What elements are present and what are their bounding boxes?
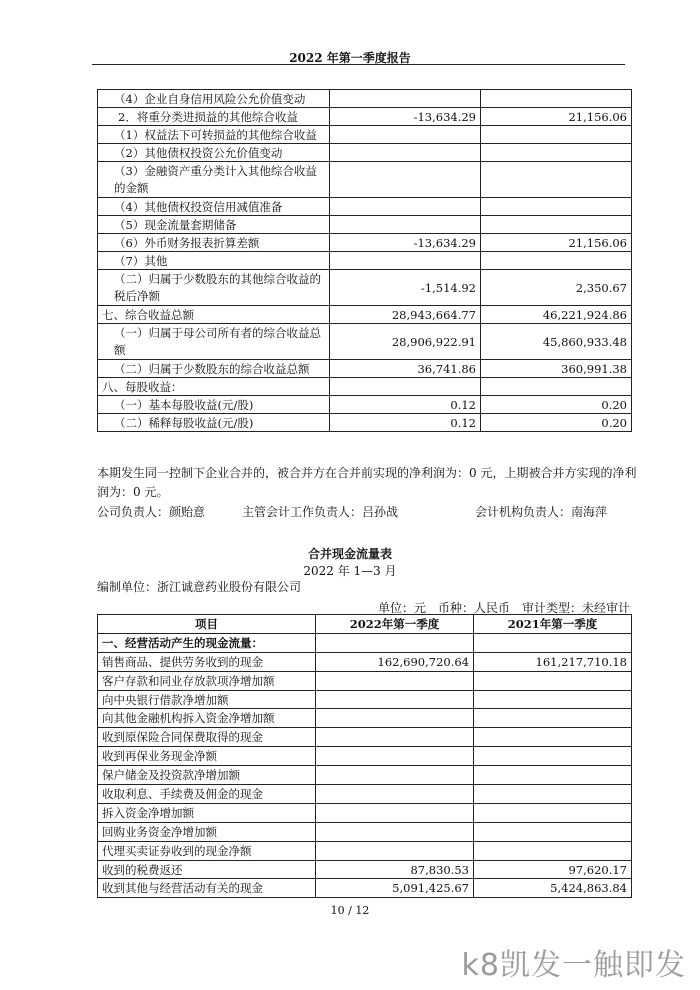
current-period-value: 28,906,922.91 xyxy=(330,324,481,360)
table-row xyxy=(98,162,632,198)
table-row xyxy=(98,728,632,747)
prior-period-value: 161,217,710.18 xyxy=(474,652,632,671)
table-row xyxy=(98,126,632,144)
current-period-value xyxy=(330,144,481,162)
prior-period-value xyxy=(474,766,632,785)
header-divider xyxy=(92,64,625,65)
current-period-value xyxy=(316,841,474,860)
row-label: 销售商品、提供劳务收到的现金 xyxy=(98,652,316,671)
row-label: 保户储金及投资款净增加额 xyxy=(98,766,316,785)
table-row xyxy=(98,747,632,766)
current-period-value: 0.12 xyxy=(330,396,481,414)
current-period-value xyxy=(330,378,481,396)
table-row xyxy=(98,360,632,378)
row-label: 代理买卖证券收到的现金净额 xyxy=(98,841,316,860)
section-row xyxy=(98,633,632,652)
row-label: （6）外币财务报表折算差额 xyxy=(98,234,330,252)
table-row xyxy=(98,396,632,414)
table-row xyxy=(98,216,632,234)
prior-period-value: 5,424,863.84 xyxy=(474,879,632,898)
prior-period-value xyxy=(474,785,632,804)
table-row xyxy=(98,108,632,126)
row-label: （3）金融资产重分类计入其他综合收益的金额 xyxy=(98,162,330,198)
company-head: 公司负责人：颜贻意 xyxy=(97,505,206,519)
current-period-value xyxy=(330,252,481,270)
empty-cell xyxy=(316,633,474,652)
accounting-head: 主管会计工作负责人：吕孙战 xyxy=(242,505,399,519)
current-period-value xyxy=(330,198,481,216)
prior-period-value xyxy=(474,709,632,728)
row-label: 收到的税费返还 xyxy=(98,860,316,879)
prior-period-value xyxy=(474,803,632,822)
current-period-value xyxy=(330,216,481,234)
prior-period-value xyxy=(474,822,632,841)
row-label: （2）其他债权投资公允价值变动 xyxy=(98,144,330,162)
table-row xyxy=(98,652,632,671)
unit-currency-audit: 单位：元 币种：人民币 审计类型：未经审计 xyxy=(377,601,630,615)
table-row xyxy=(98,785,632,804)
row-label: （1）权益法下可转损益的其他综合收益 xyxy=(98,126,330,144)
current-period-value xyxy=(316,671,474,690)
row-label: （二）归属于少数股东的其他综合收益的税后净额 xyxy=(98,270,330,306)
current-period-value xyxy=(316,822,474,841)
current-period-value: 0.12 xyxy=(330,414,481,432)
row-label: （5）现金流量套期储备 xyxy=(98,216,330,234)
row-label: （一）归属于母公司所有者的综合收益总额 xyxy=(98,324,330,360)
cashflow-period: 2022 年 1—3 月 xyxy=(303,564,397,578)
page-number: 10 / 12 xyxy=(330,904,370,917)
table-row xyxy=(98,270,632,306)
table-row xyxy=(98,671,632,690)
current-period-value xyxy=(316,747,474,766)
accounting-dept-head: 会计机构负责人：南海萍 xyxy=(475,505,608,519)
row-label: 回购业务资金净增加额 xyxy=(98,822,316,841)
prior-period-value xyxy=(481,198,632,216)
cashflow-table xyxy=(97,614,632,898)
prior-period-value xyxy=(481,252,632,270)
current-period-value: 162,690,720.64 xyxy=(316,652,474,671)
row-label: 收到原保险合同保费取得的现金 xyxy=(98,728,316,747)
prior-period-value xyxy=(474,728,632,747)
prior-period-value xyxy=(481,162,632,198)
current-period-value: 28,943,664.77 xyxy=(330,306,481,324)
current-period-value: -1,514.92 xyxy=(330,270,481,306)
table-row xyxy=(98,306,632,324)
prior-period-value: 0.20 xyxy=(481,414,632,432)
prior-period-value: 2,350.67 xyxy=(481,270,632,306)
table-header-row xyxy=(98,615,632,634)
table-row xyxy=(98,822,632,841)
current-period-value xyxy=(316,728,474,747)
row-label: 2．将重分类进损益的其他综合收益 xyxy=(98,108,330,126)
compiling-unit: 编制单位：浙江诚意药业股份有限公司 xyxy=(97,580,302,594)
table-row xyxy=(98,766,632,785)
prior-period-value: 45,860,933.48 xyxy=(481,324,632,360)
row-label: 向其他金融机构拆入资金净增加额 xyxy=(98,709,316,728)
prior-period-value: 360,991.38 xyxy=(481,360,632,378)
row-label: （二）稀释每股收益(元/股) xyxy=(98,414,330,432)
table-row xyxy=(98,198,632,216)
prior-period-value: 21,156.06 xyxy=(481,234,632,252)
current-period-value: -13,634.29 xyxy=(330,108,481,126)
current-period-value: 5,091,425.67 xyxy=(316,879,474,898)
empty-cell xyxy=(474,633,632,652)
prior-period-value xyxy=(474,690,632,709)
current-period-value: 36,741.86 xyxy=(330,360,481,378)
current-period-value xyxy=(316,803,474,822)
current-period-value: -13,634.29 xyxy=(330,234,481,252)
prior-period-value xyxy=(474,671,632,690)
table-row xyxy=(98,234,632,252)
row-label: 七、综合收益总额 xyxy=(98,306,330,324)
table-row xyxy=(98,378,632,396)
business-combination-note: 本期发生同一控制下企业合并的，被合并方在合并前实现的净利润为：0 元，上期被合并方实现的净利润为：0 元。 xyxy=(97,466,637,499)
row-label: 收到再保业务现金净额 xyxy=(98,747,316,766)
row-label: （4）其他债权投资信用减值准备 xyxy=(98,198,330,216)
prior-period-value xyxy=(474,841,632,860)
table-row xyxy=(98,803,632,822)
prior-period-value: 46,221,924.86 xyxy=(481,306,632,324)
row-label: 收取利息、手续费及佣金的现金 xyxy=(98,785,316,804)
row-label: （二）归属于少数股东的综合收益总额 xyxy=(98,360,330,378)
table-row xyxy=(98,144,632,162)
prior-period-value: 21,156.06 xyxy=(481,108,632,126)
current-period-value xyxy=(330,162,481,198)
prior-period-value xyxy=(481,144,632,162)
current-period-value xyxy=(330,90,481,108)
header-prior-period: 2021年第一季度 xyxy=(474,615,632,634)
table-row xyxy=(98,414,632,432)
header-current-period: 2022年第一季度 xyxy=(316,615,474,634)
prior-period-value xyxy=(481,378,632,396)
row-label: （4）企业自身信用风险公允价值变动 xyxy=(98,90,330,108)
header-item: 项目 xyxy=(98,615,316,634)
current-period-value: 87,830.53 xyxy=(316,860,474,879)
cashflow-title: 合并现金流量表 xyxy=(307,547,392,561)
income-statement-continued-table xyxy=(97,89,632,432)
prior-period-value xyxy=(481,90,632,108)
row-label: 拆入资金净增加额 xyxy=(98,803,316,822)
prior-period-value: 97,620.17 xyxy=(474,860,632,879)
watermark-text: k8凯发一触即发 xyxy=(461,948,686,983)
current-period-value xyxy=(316,709,474,728)
table-row xyxy=(98,324,632,360)
table-row xyxy=(98,841,632,860)
section-label: 一、经营活动产生的现金流量： xyxy=(98,633,316,652)
current-period-value xyxy=(316,785,474,804)
current-period-value xyxy=(330,126,481,144)
row-label: 收到其他与经营活动有关的现金 xyxy=(98,879,316,898)
current-period-value xyxy=(316,766,474,785)
table-row xyxy=(98,252,632,270)
row-label: 向中央银行借款净增加额 xyxy=(98,690,316,709)
prior-period-value xyxy=(481,216,632,234)
table-row xyxy=(98,90,632,108)
prior-period-value: 0.20 xyxy=(481,396,632,414)
table-row xyxy=(98,860,632,879)
row-label: （一）基本每股收益(元/股) xyxy=(98,396,330,414)
table-row xyxy=(98,690,632,709)
table-row xyxy=(98,879,632,898)
row-label: 八、每股收益： xyxy=(98,378,330,396)
current-period-value xyxy=(316,690,474,709)
report-header-title: 2022 年第一季度报告 xyxy=(289,51,411,65)
row-label: 客户存款和同业存放款项净增加额 xyxy=(98,671,316,690)
table-row xyxy=(98,709,632,728)
prior-period-value xyxy=(481,126,632,144)
prior-period-value xyxy=(474,747,632,766)
row-label: （7）其他 xyxy=(98,252,330,270)
